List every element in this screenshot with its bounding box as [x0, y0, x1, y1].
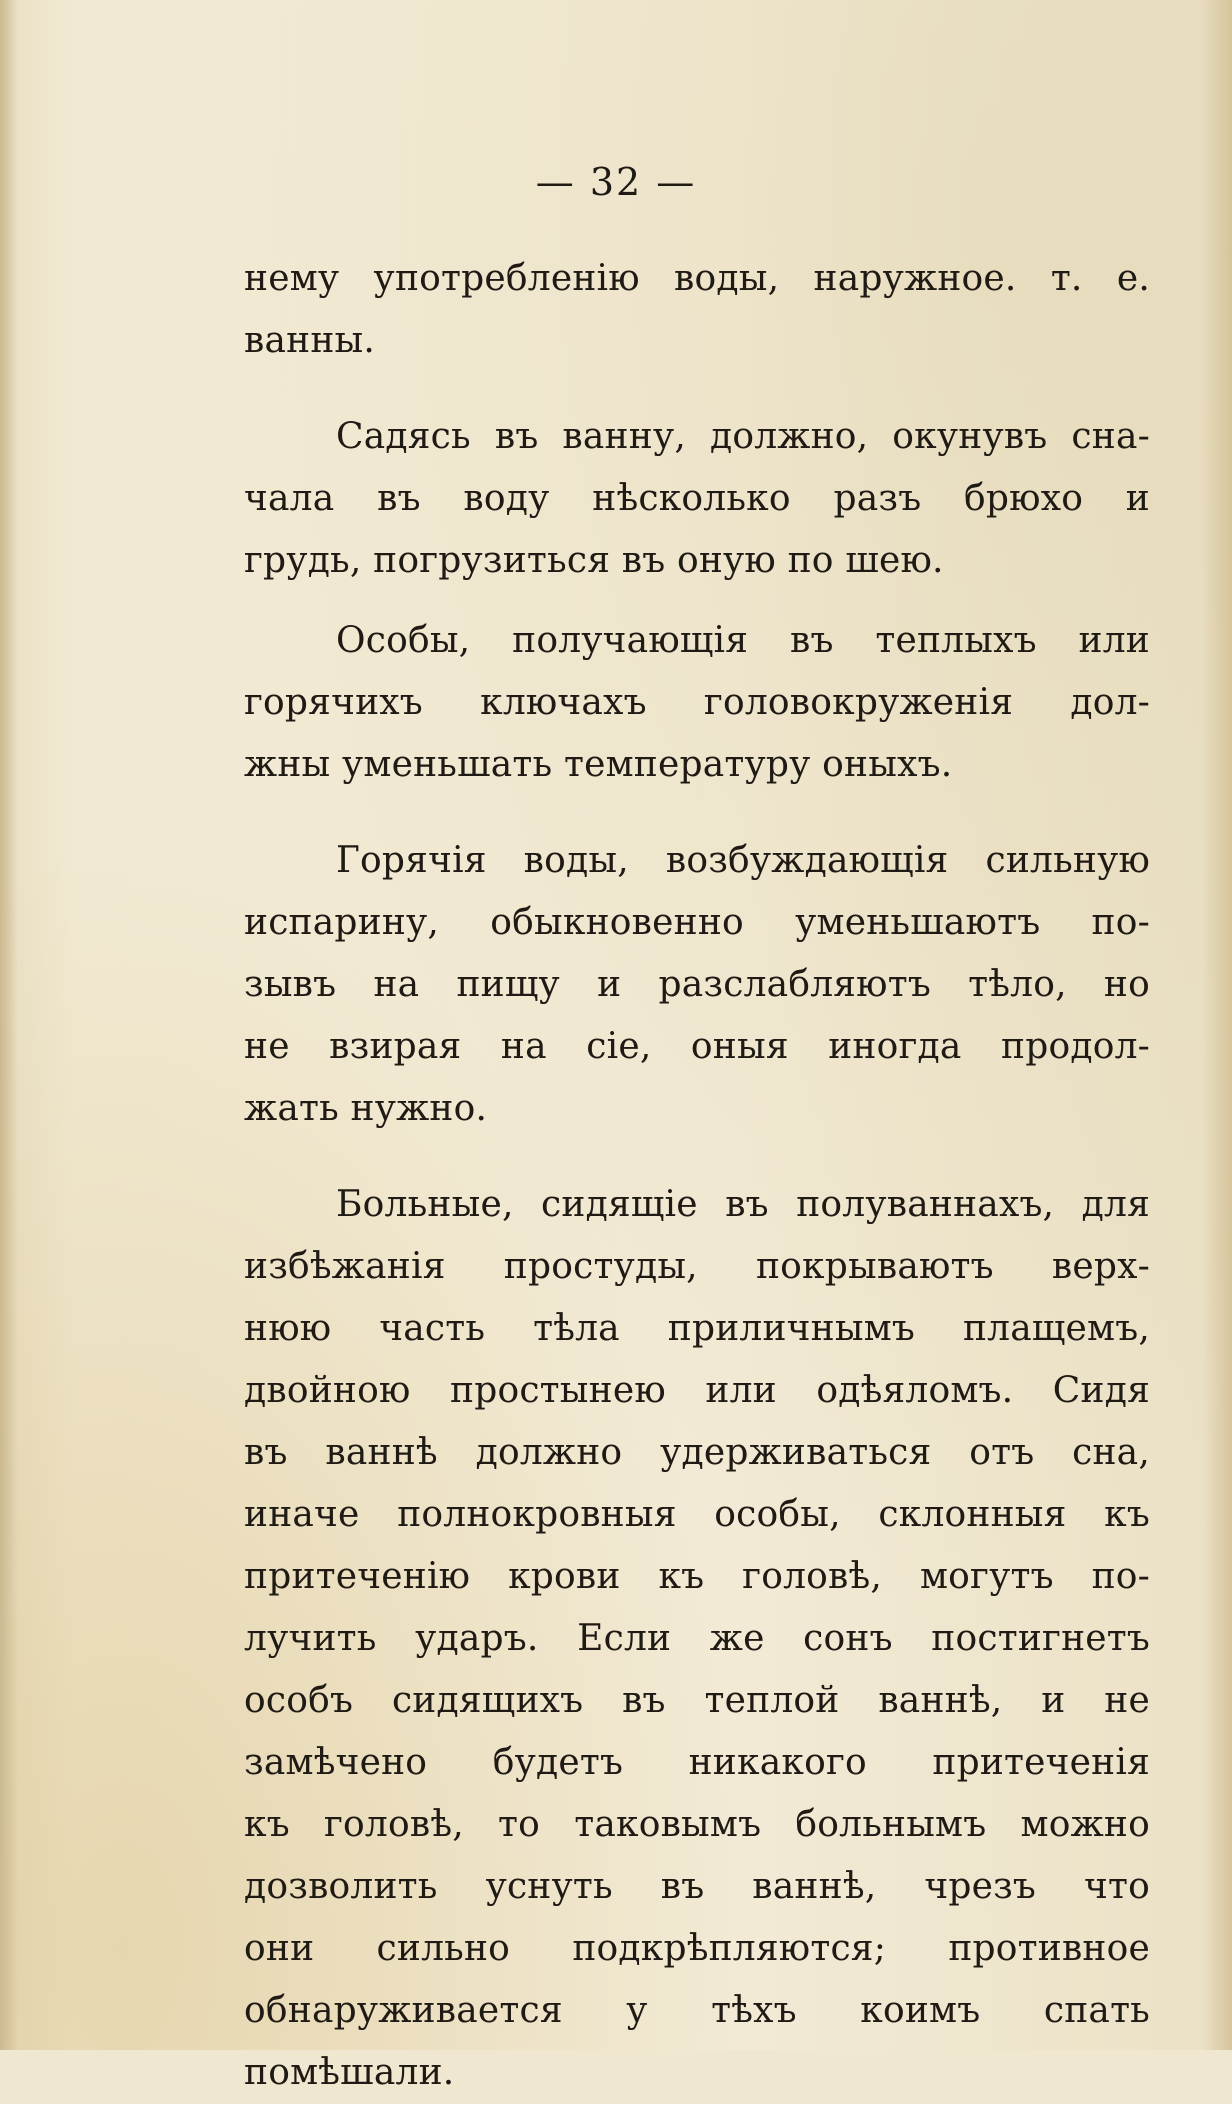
text-line: особъ сидящихъ въ теплой ваннѣ, и не — [244, 1680, 1150, 1721]
text-line: къ головѣ, то таковымъ больнымъ можно — [244, 1804, 1150, 1845]
text-line: Садясь въ ванну, должно, окунувъ сна- — [336, 416, 1150, 457]
text-line: не взирая на сіе, оныя иногда продол- — [244, 1026, 1150, 1067]
page-edge-left — [0, 0, 18, 2050]
text-line: горячихъ ключахъ головокруженія дол- — [244, 682, 1150, 723]
text-line: испарину, обыкновенно уменьшаютъ по- — [244, 902, 1150, 943]
text-line: замѣчено будетъ никакого притеченія — [244, 1742, 1150, 1783]
text-line: чала въ воду нѣсколько разъ брюхо и — [244, 478, 1150, 519]
text-line: Горячія воды, возбуждающія сильную — [336, 840, 1150, 881]
page-edge-right — [1202, 0, 1232, 2050]
text-line: иначе полнокровныя особы, склонныя къ — [244, 1494, 1150, 1535]
text-line: ванны. — [244, 320, 376, 361]
text-line: дозволить уснуть въ ваннѣ, чрезъ что — [244, 1866, 1150, 1907]
text-line: Больные, сидящіе въ полуваннахъ, для — [336, 1184, 1150, 1225]
text-line: притеченію крови къ головѣ, могутъ по- — [244, 1556, 1150, 1597]
text-line: грудь, погрузиться въ оную по шею. — [244, 540, 944, 581]
text-line: въ ваннѣ должно удерживаться отъ сна, — [244, 1432, 1150, 1473]
page-text — [244, 248, 1150, 2104]
text-line: двойною простынею или одѣяломъ. Сидя — [244, 1370, 1150, 1411]
text-line: нему употребленію воды, наружное. т. е. — [244, 258, 1150, 299]
text-line: зывъ на пищу и разслабляютъ тѣло, но — [244, 964, 1150, 1005]
text-line: жны уменьшать температуру оныхъ. — [244, 744, 953, 785]
text-line: лучить ударъ. Если же сонъ постигнетъ — [244, 1618, 1150, 1659]
page-number: — 32 — — [535, 160, 697, 204]
text-line: жать нужно. — [244, 1088, 488, 1129]
text-line: они сильно подкрѣпляются; противное — [244, 1928, 1150, 1969]
text-line: обнаруживается у тѣхъ коимъ спать — [244, 1990, 1150, 2031]
text-line: Особы, получающія въ теплыхъ или — [336, 620, 1150, 661]
text-line: нюю часть тѣла приличнымъ плащемъ, — [244, 1308, 1150, 1349]
text-line: избѣжанія простуды, покрываютъ верх- — [244, 1246, 1150, 1287]
text-line: помѣшали. — [244, 2052, 455, 2093]
